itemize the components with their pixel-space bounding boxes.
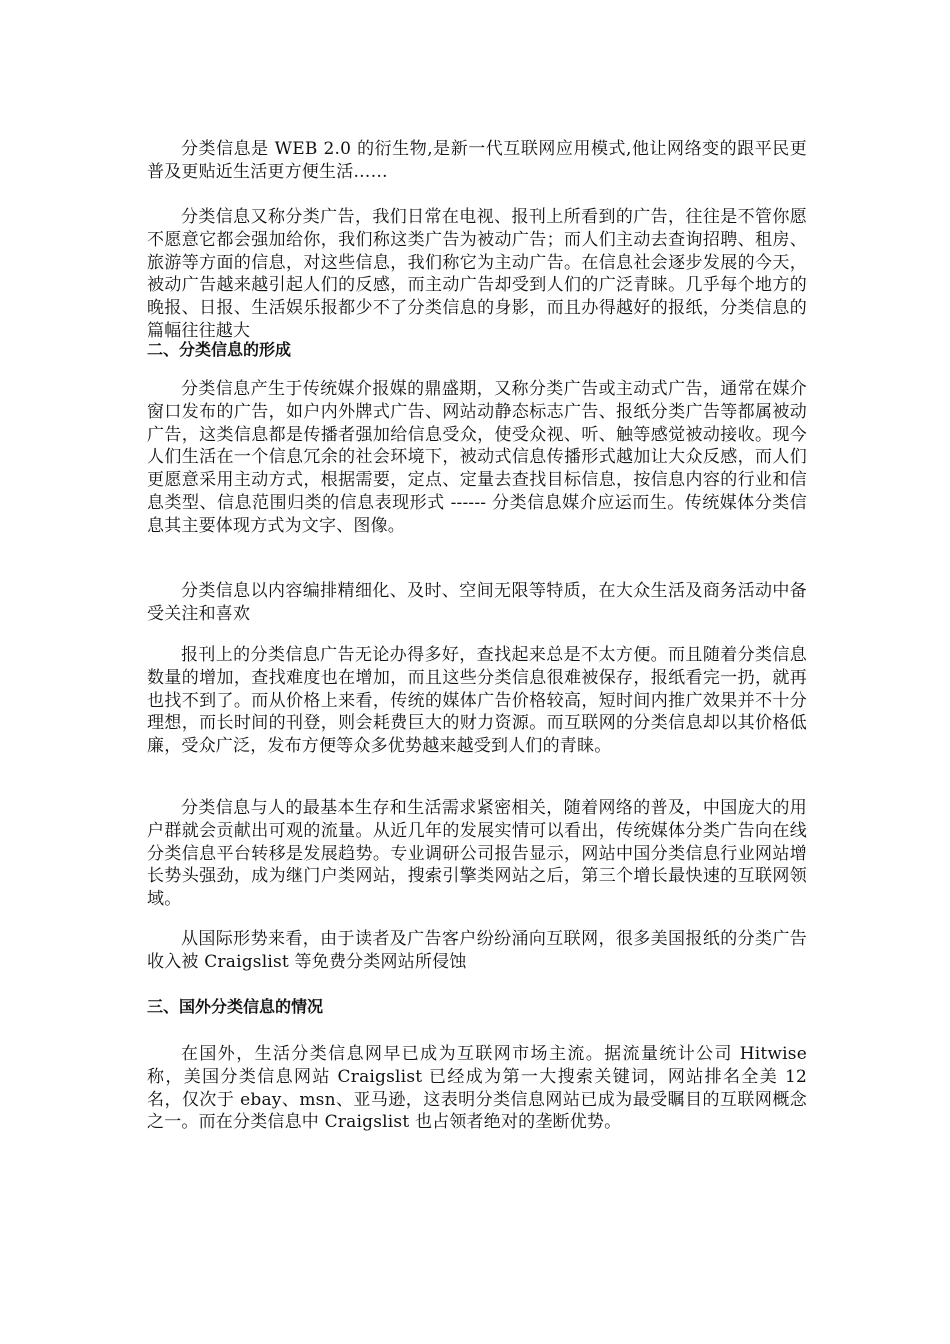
- section-2-paragraph-5: 从国际形势来看，由于读者及广告客户纷纷涌向互联网，很多美国报纸的分类广告收入被 Craigslist 等免费分类网站所侵蚀: [147, 929, 807, 972]
- section-3-paragraph-1: 在国外，生活分类信息网早已成为互联网市场主流。据流量统计公司 Hitwise 称，美国分类信息网站 Craigslist 已经成为第一大搜索关键词，网站排名全美 12 名，仅次于 ebay、msn、亚马逊，这表明分类信息网站已成为最受瞩目的互联网概念之一。而在分类信息中 Craigslist 也占领者绝对的垄断优势。: [147, 1044, 807, 1133]
- section-3-heading: 三、国外分类信息的情况: [147, 997, 324, 1016]
- section-2-heading: 二、分类信息的形成: [147, 340, 292, 359]
- section-2-paragraph-4: 分类信息与人的最基本生存和生活需求紧密相关，随着网络的普及，中国庞大的用户群就会贡献出可观的流量。从近几年的发展实情可以看出，传统媒体分类广告向在线分类信息平台转移是发展趋势。专业调研公司报告显示，网站中国分类信息行业网站增长势头强劲，成为继门户类网站，搜索引擎类网站之后，第三个增长最快速的互联网领域。: [147, 798, 807, 910]
- section-2-paragraph-1: 分类信息产生于传统媒介报媒的鼎盛期，又称分类广告或主动式广告，通常在媒介窗口发布的广告，如户内外牌式广告、网站动静态标志广告、报纸分类广告等都属被动广告，这类信息都是传播者强加给信息受众，使受众视、听、触等感觉被动接收。现今人们生活在一个信息冗余的社会环境下，被动式信息传播形式越加让大众反感，而人们更愿意采用主动方式，根据需要，定点、定量去查找目标信息，按信息内容的行业和信息类型、信息范围归类的信息表现形式 ------ 分类信息媒介应运而生。传统媒体分类信息其主要体现方式为文字、图像。: [147, 379, 807, 536]
- intro-paragraph-1: 分类信息是 WEB 2.0 的衍生物,是新一代互联网应用模式,他让网络变的跟平民更普及更贴近生活更方便生活……: [147, 139, 807, 182]
- section-2-paragraph-3: 报刊上的分类信息广告无论办得多好，查找起来总是不太方便。而且随着分类信息数量的增加，查找难度也在增加，而且这些分类信息很难被保存，报纸看完一扔，就再也找不到了。而从价格上来看，传统的媒体广告价格较高，短时间内推广效果并不十分理想，而长时间的刊登，则会耗费巨大的财力资源。而互联网的分类信息却以其价格低廉，受众广泛，发布方便等众多优势越来越受到人们的青睐。: [147, 645, 807, 757]
- section-2-paragraph-2: 分类信息以内容编排精细化、及时、空间无限等特质，在大众生活及商务活动中备受关注和喜欢: [147, 581, 807, 624]
- intro-paragraph-2: 分类信息又称分类广告，我们日常在电视、报刊上所看到的广告，往往是不管你愿不愿意它都会强加给你，我们称这类广告为被动广告；而人们主动去查询招聘、租房、旅游等方面的信息，对这些信息，我们称它为主动广告。在信息社会逐步发展的今天，被动广告越来越引起人们的反感，而主动广告却受到人们的广泛青睐。几乎每个地方的晚报、日报、生活娱乐报都少不了分类信息的身影，而且办得越好的报纸，分类信息的篇幅往往越大: [147, 207, 807, 341]
